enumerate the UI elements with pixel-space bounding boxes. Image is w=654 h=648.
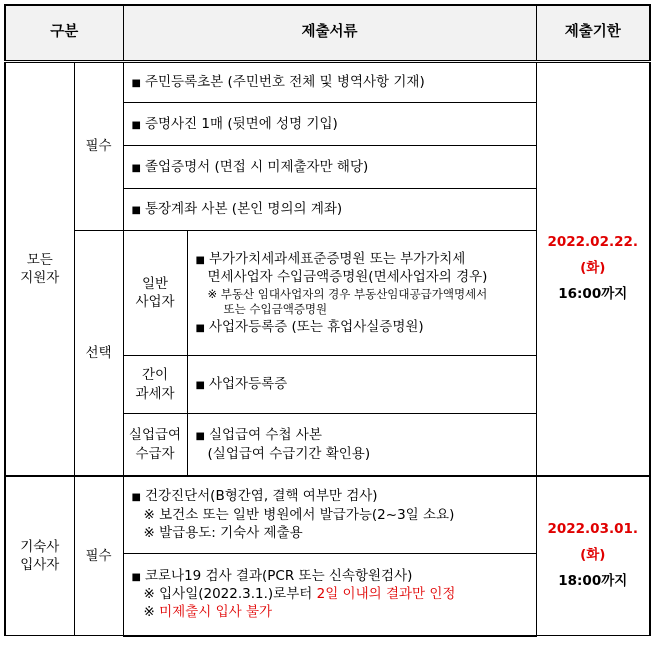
header-category: 구분: [5, 5, 123, 62]
applicant-type-general-business: 일반 사업자: [123, 231, 187, 356]
required-item: ■ 코로나19 검사 결과(PCR 또는 신속항원검사) ※ 입사일(2022.3.1.)로부터 2일 이내의 결과만 인정 ※ 미제출시 입사 불가: [123, 554, 536, 636]
header-documents: 제출서류: [123, 5, 536, 62]
required-label: 필수: [74, 62, 123, 231]
submission-documents-table: [4, 4, 651, 637]
deadline-date: 2022.02.22.(화): [547, 234, 639, 276]
optional-item: ■ 실업급여 수첩 사본 (실업급여 수급기간 확인용): [187, 414, 536, 476]
header-deadline: 제출기한: [536, 5, 650, 62]
required-item: ■ 주민등록초본 (주민번호 전체 및 병역사항 기재): [123, 62, 536, 103]
group-name-dormitory: 기숙사 입사자: [5, 476, 74, 636]
applicant-type-simplified-tax: 간이 과세자: [123, 356, 187, 414]
required-item: ■ 통장계좌 사본 (본인 명의의 계좌): [123, 189, 536, 231]
deadline-cell: [536, 62, 650, 476]
required-label: 필수: [74, 476, 123, 636]
deadline-cell: [536, 476, 650, 636]
required-item: ■ 증명사진 1매 (뒷면에 성명 기입): [123, 103, 536, 146]
document-table-container: [4, 4, 649, 644]
required-item: ■ 건강진단서(B형간염, 결핵 여부만 검사) ※ 보건소 또는 일반 병원에서 발급가능(2~3일 소요) ※ 발급용도: 기숙사 제출용: [123, 476, 536, 554]
optional-item: ■ 부가가치세과세표준증명원 또는 부가가치세 면세사업자 수입금액증명원(면세사업자의 경우) ※ 부동산 임대사업자의 경우 부동산임대공급가액명세서 또는 수입금액증명원 ■ 사업자등록증 (또는 휴업사실증명원): [187, 231, 536, 356]
deadline-date: 2022.03.01.(화): [547, 521, 639, 563]
deadline-time: 18:00까지: [558, 572, 628, 589]
applicant-type-unemployment-benefit: 실업급여 수급자: [123, 414, 187, 476]
optional-label: 선택: [74, 231, 123, 476]
deadline-time: 16:00까지: [558, 285, 628, 302]
optional-item: ■ 사업자등록증: [187, 356, 536, 414]
table-row: [5, 476, 650, 554]
table-row: [5, 62, 650, 103]
group-name-all-applicants: 모든 지원자: [5, 62, 74, 476]
header-row: [5, 5, 650, 62]
required-item: ■ 졸업증명서 (면접 시 미제출자만 해당): [123, 146, 536, 189]
